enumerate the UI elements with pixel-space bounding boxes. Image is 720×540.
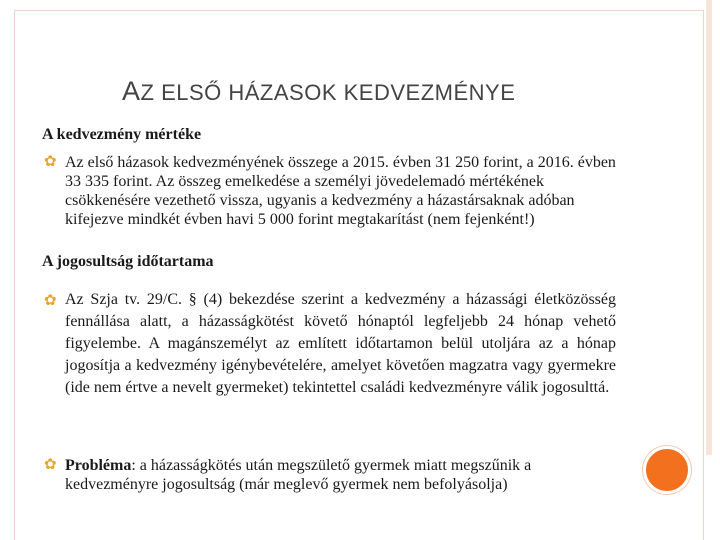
hollow-diamond-bullet-icon: ✿ bbox=[44, 154, 57, 170]
problema-text: : a házasságkötés után megszülető gyermek miatt megszűnik a kedvezményre jogosultság (már meglevő gyermek nem befolyásolja) bbox=[65, 457, 532, 493]
slide-title bbox=[122, 76, 515, 107]
section-heading-idotartam: A jogosultság időtartama bbox=[42, 253, 214, 270]
title-rest: Z ELSŐ HÁZASOK KEDVEZMÉNYE bbox=[140, 80, 516, 105]
title-initial: A bbox=[122, 76, 141, 106]
hollow-diamond-bullet-icon: ✿ bbox=[44, 293, 57, 309]
bullet-item-osszeg bbox=[44, 153, 616, 229]
hollow-diamond-bullet-icon: ✿ bbox=[44, 457, 57, 473]
bullet-text-problema bbox=[65, 456, 624, 494]
decorative-circle-icon bbox=[643, 446, 691, 494]
bullet-text-szja: Az Szja tv. 29/C. § (4) bekezdése szerint a kedvezmény a házassági életközösség fennállása alatt, a házasságkötést követő hónaptól legfeljebb 24 hónap vehető figyelembe. A magánszemélyt az említett időtartamon belül utoljára az a hónap jogosítja a kedvezmény igénybevételére, amelyet követően magzatra vagy gyermekre (ide nem értve a nevelt gyermeket) tekintettel családi kedvezményre válik jogosulttá. bbox=[65, 291, 616, 396]
accent-bar bbox=[706, 0, 712, 455]
problema-label: Probléma bbox=[65, 457, 132, 474]
section-heading-mertek: A kedvezmény mértéke bbox=[42, 126, 202, 143]
bullet-item-problema bbox=[44, 456, 624, 494]
bullet-item-szja bbox=[44, 289, 616, 399]
bullet-text-osszeg: Az első házasok kedvezményének összege a 2015. évben 31 250 forint, a 2016. évben 33 335 forint. Az összeg emelkedése a személyi jövedelemadó mértékének csökkenésére vezethető vissza, ugyanis a kedvezmény a házastársaknak adóban kifejezve mindkét évben havi 5 000 forint megtakarítást (nem fejenként!) bbox=[65, 154, 616, 228]
